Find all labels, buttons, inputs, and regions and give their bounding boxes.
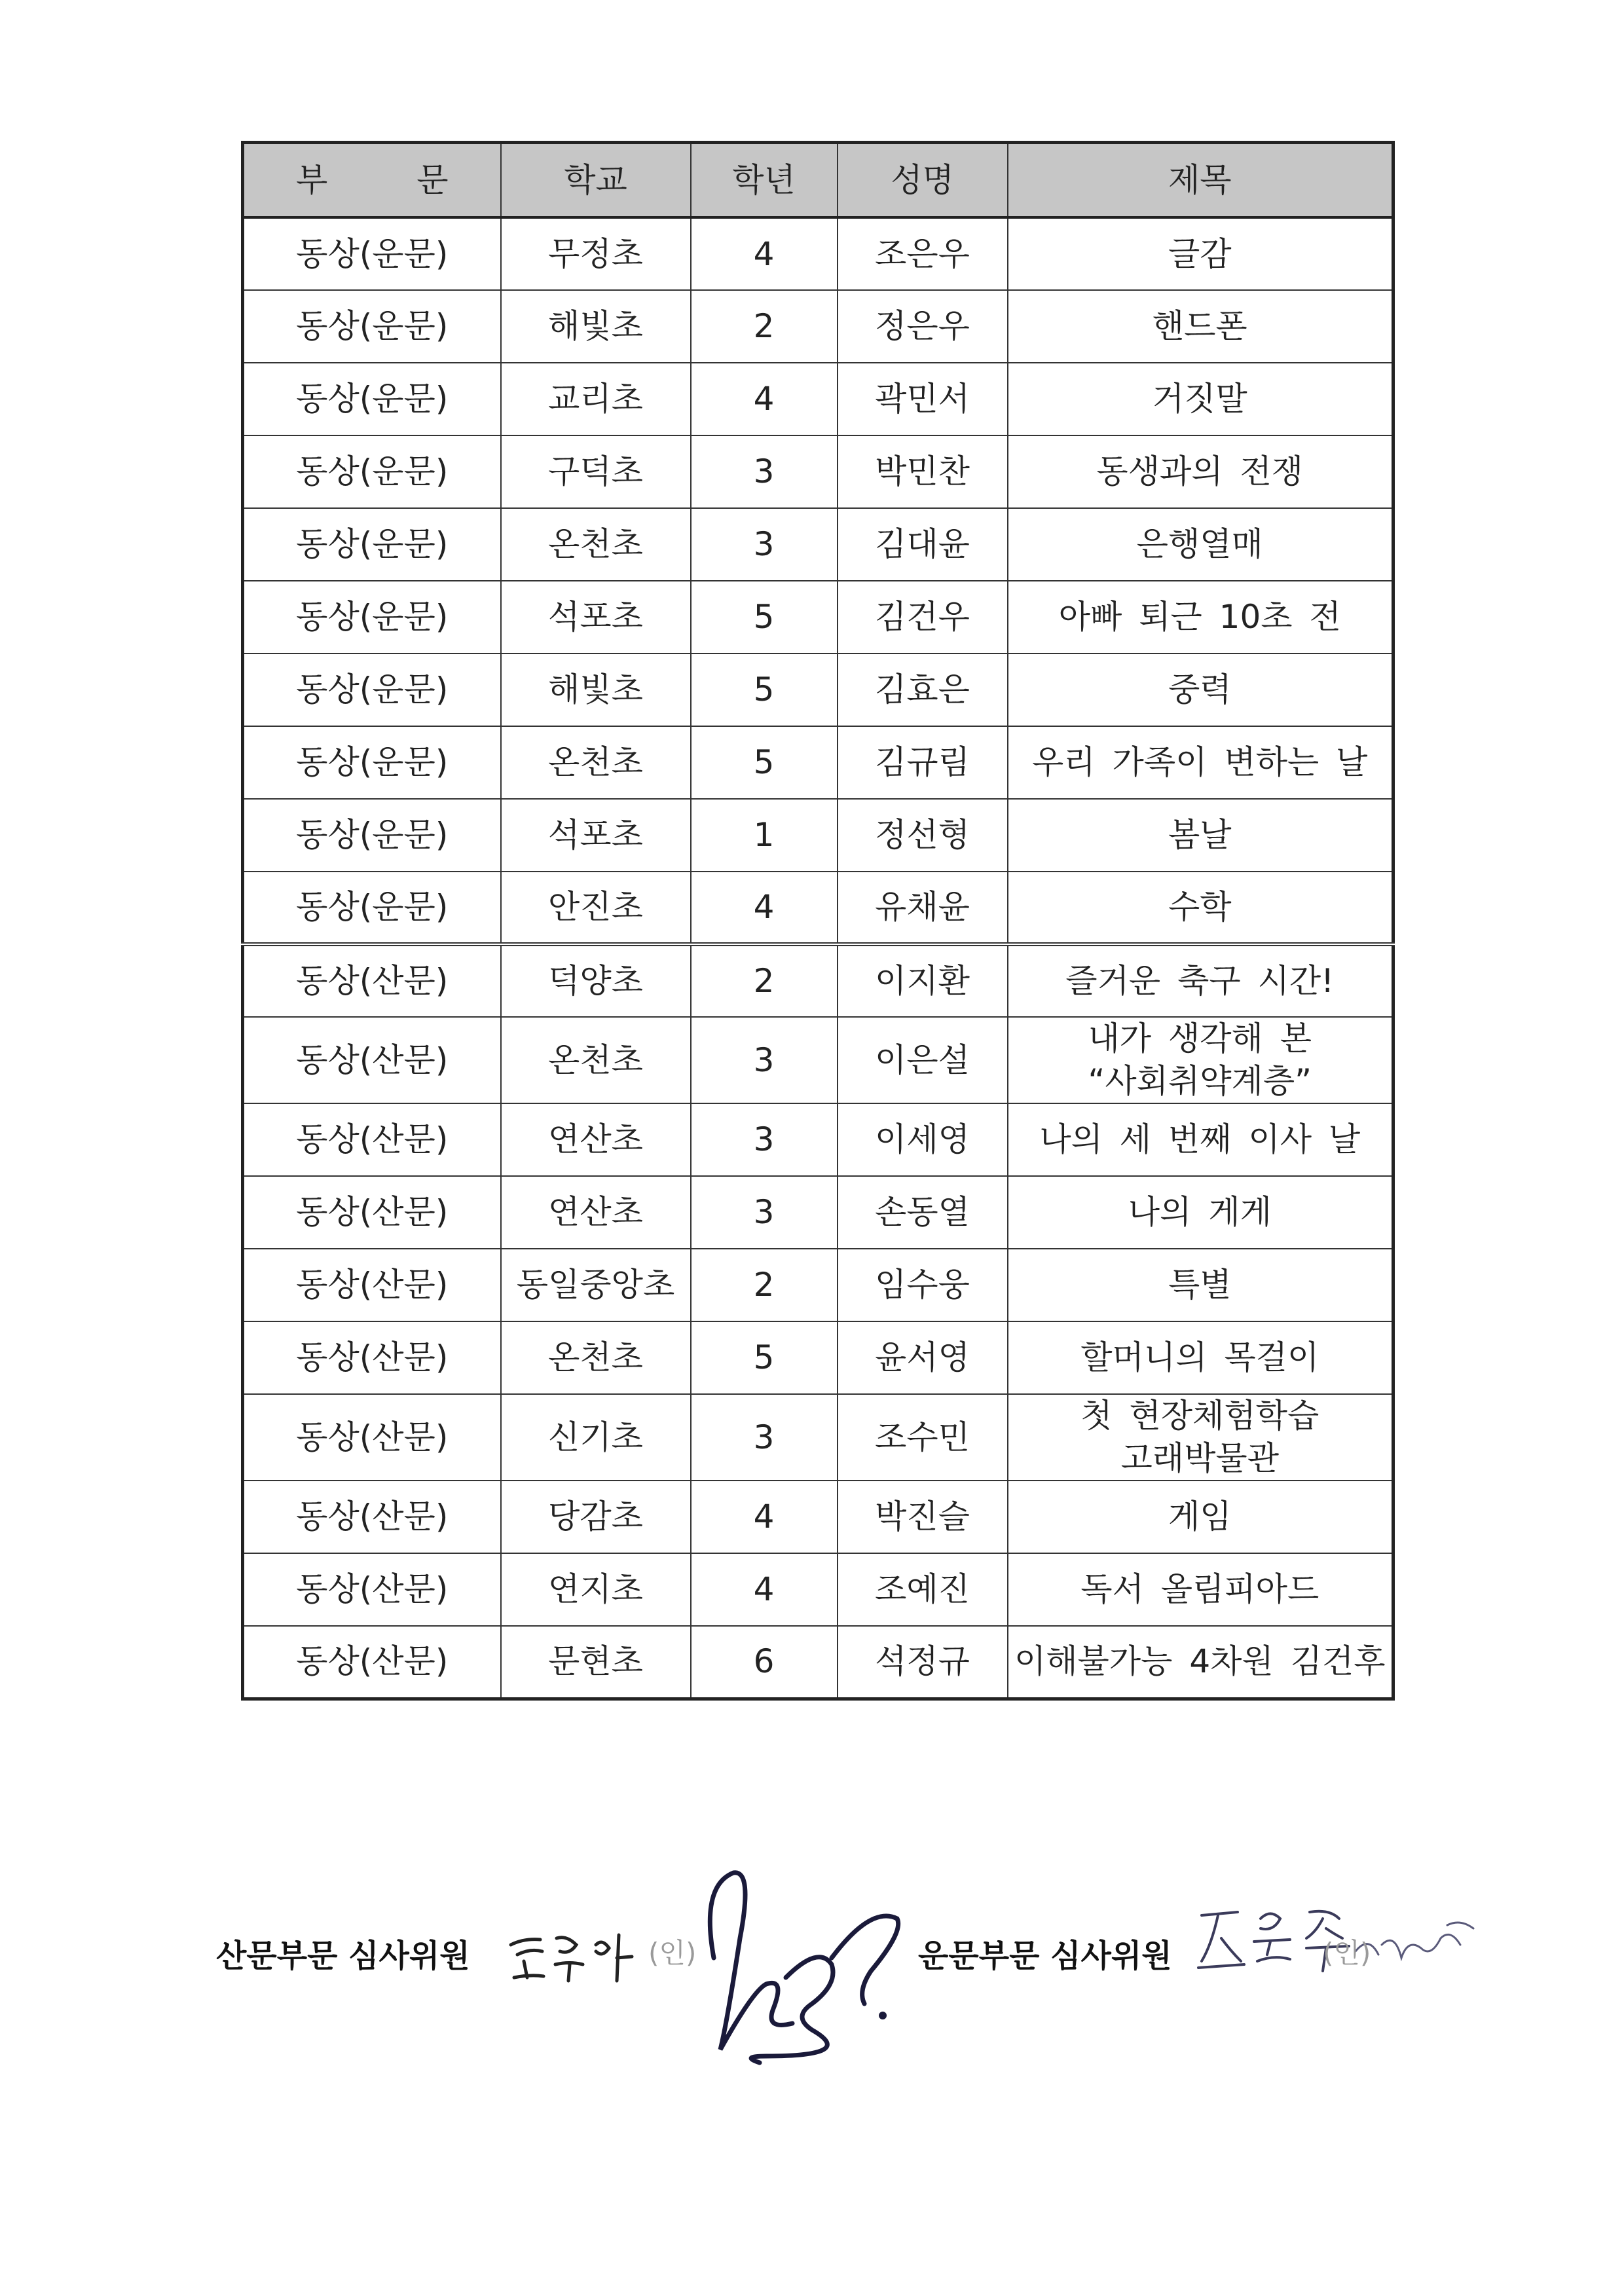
table-row xyxy=(243,1103,1393,1176)
table-row xyxy=(243,1321,1393,1394)
cell-name: 이지환 xyxy=(838,944,1008,1017)
cell-school: 문현초 xyxy=(501,1626,691,1699)
cell-title: 핸드폰 xyxy=(1008,290,1393,363)
cell-division: 동상(산문) xyxy=(243,944,501,1017)
cell-name: 이세영 xyxy=(838,1103,1008,1176)
table-row xyxy=(243,217,1393,290)
table-row xyxy=(243,1017,1393,1103)
cell-grade: 4 xyxy=(691,363,838,435)
cell-school: 연산초 xyxy=(501,1103,691,1176)
cell-school: 당감초 xyxy=(501,1481,691,1553)
cell-name: 정선형 xyxy=(838,799,1008,872)
verse-seal-mark: (인) xyxy=(1323,1937,1371,1969)
cell-school: 안진초 xyxy=(501,872,691,944)
cell-division: 동상(운문) xyxy=(243,363,501,435)
cell-division: 동상(운문) xyxy=(243,581,501,654)
table-row xyxy=(243,944,1393,1017)
cell-title: 나의 게게 xyxy=(1008,1176,1393,1249)
header-row xyxy=(243,143,1393,218)
cell-school: 구덕초 xyxy=(501,435,691,508)
table-row xyxy=(243,1394,1393,1481)
cell-grade: 2 xyxy=(691,1249,838,1321)
prose-judge-signature xyxy=(661,1860,923,2082)
cell-division: 동상(운문) xyxy=(243,654,501,726)
cell-school: 해빛초 xyxy=(501,654,691,726)
header-division: 부 문 xyxy=(243,143,501,218)
cell-grade: 4 xyxy=(691,872,838,944)
table-row xyxy=(243,799,1393,872)
cell-name: 조예진 xyxy=(838,1553,1008,1626)
cell-division: 동상(운문) xyxy=(243,290,501,363)
cell-school: 석포초 xyxy=(501,799,691,872)
cell-school: 덕양초 xyxy=(501,944,691,1017)
header-grade: 학년 xyxy=(691,143,838,218)
cell-grade: 3 xyxy=(691,1394,838,1481)
cell-title: 즐거운 축구 시간! xyxy=(1008,944,1393,1017)
cell-title: 할머니의 목걸이 xyxy=(1008,1321,1393,1394)
cell-grade: 3 xyxy=(691,508,838,581)
cell-division: 동상(산문) xyxy=(243,1481,501,1553)
cell-division: 동상(산문) xyxy=(243,1626,501,1699)
cell-school: 온천초 xyxy=(501,726,691,799)
cell-name: 정은우 xyxy=(838,290,1008,363)
cell-grade: 4 xyxy=(691,217,838,290)
cell-title: 수학 xyxy=(1008,872,1393,944)
table-row xyxy=(243,872,1393,944)
cell-grade: 5 xyxy=(691,1321,838,1394)
cell-name: 손동열 xyxy=(838,1176,1008,1249)
cell-division: 동상(운문) xyxy=(243,799,501,872)
cell-title: 거짓말 xyxy=(1008,363,1393,435)
prose-judge-handwritten-name xyxy=(504,1899,642,1984)
cell-grade: 3 xyxy=(691,1017,838,1103)
table-row xyxy=(243,726,1393,799)
table-row xyxy=(243,1553,1393,1626)
table-row xyxy=(243,290,1393,363)
table-row xyxy=(243,1249,1393,1321)
cell-division: 동상(산문) xyxy=(243,1176,501,1249)
cell-school: 온천초 xyxy=(501,508,691,581)
cell-title: 독서 올림피아드 xyxy=(1008,1553,1393,1626)
cell-name: 김규림 xyxy=(838,726,1008,799)
cell-division: 동상(산문) xyxy=(243,1103,501,1176)
cell-title: 은행열매 xyxy=(1008,508,1393,581)
cell-grade: 3 xyxy=(691,1103,838,1176)
cell-title: 게임 xyxy=(1008,1481,1393,1553)
header-name: 성명 xyxy=(838,143,1008,218)
cell-title: 나의 세 번째 이사 날 xyxy=(1008,1103,1393,1176)
prose-judge-label: 산문부문 심사위원 xyxy=(216,1938,470,1974)
cell-title: 중력 xyxy=(1008,654,1393,726)
cell-division: 동상(산문) xyxy=(243,1017,501,1103)
cell-name: 석정규 xyxy=(838,1626,1008,1699)
table-row xyxy=(243,435,1393,508)
cell-grade: 5 xyxy=(691,654,838,726)
cell-name: 김건우 xyxy=(838,581,1008,654)
cell-grade: 3 xyxy=(691,1176,838,1249)
cell-grade: 2 xyxy=(691,944,838,1017)
cell-school: 연지초 xyxy=(501,1553,691,1626)
cell-name: 박민찬 xyxy=(838,435,1008,508)
table-header xyxy=(243,143,1393,218)
cell-school: 무정초 xyxy=(501,217,691,290)
cell-grade: 3 xyxy=(691,435,838,508)
cell-title: 이해불가능 4차원 김건후 xyxy=(1008,1626,1393,1699)
table-body xyxy=(243,217,1393,1699)
cell-school: 해빛초 xyxy=(501,290,691,363)
table-row xyxy=(243,363,1393,435)
cell-name: 박진슬 xyxy=(838,1481,1008,1553)
table-row xyxy=(243,1176,1393,1249)
table-row xyxy=(243,1481,1393,1553)
cell-division: 동상(운문) xyxy=(243,217,501,290)
cell-grade: 5 xyxy=(691,581,838,654)
cell-division: 동상(운문) xyxy=(243,872,501,944)
header-title: 제목 xyxy=(1008,143,1393,218)
cell-grade: 1 xyxy=(691,799,838,872)
cell-school: 석포초 xyxy=(501,581,691,654)
verse-judge-label: 운문부문 심사위원 xyxy=(918,1938,1172,1974)
cell-name: 조은우 xyxy=(838,217,1008,290)
cell-division: 동상(산문) xyxy=(243,1249,501,1321)
table-row xyxy=(243,1626,1393,1699)
cell-school: 연산초 xyxy=(501,1176,691,1249)
cell-name: 곽민서 xyxy=(838,363,1008,435)
cell-school: 온천초 xyxy=(501,1321,691,1394)
cell-school: 신기초 xyxy=(501,1394,691,1481)
cell-title: 봄날 xyxy=(1008,799,1393,872)
results-table xyxy=(241,141,1395,1701)
cell-grade: 6 xyxy=(691,1626,838,1699)
cell-school: 교리초 xyxy=(501,363,691,435)
cell-title: 내가 생각해 본 “사회취약계층” xyxy=(1008,1017,1393,1103)
cell-division: 동상(운문) xyxy=(243,435,501,508)
cell-name: 유채윤 xyxy=(838,872,1008,944)
cell-name: 조수민 xyxy=(838,1394,1008,1481)
table-row xyxy=(243,654,1393,726)
cell-name: 김효은 xyxy=(838,654,1008,726)
table-row xyxy=(243,508,1393,581)
cell-name: 윤서영 xyxy=(838,1321,1008,1394)
cell-title: 우리 가족이 변하는 날 xyxy=(1008,726,1393,799)
cell-school: 온천초 xyxy=(501,1017,691,1103)
table-row xyxy=(243,581,1393,654)
cell-title: 아빠 퇴근 10초 전 xyxy=(1008,581,1393,654)
cell-name: 이은설 xyxy=(838,1017,1008,1103)
cell-division: 동상(산문) xyxy=(243,1394,501,1481)
cell-title: 첫 현장체험학습 고래박물관 xyxy=(1008,1394,1393,1481)
cell-grade: 5 xyxy=(691,726,838,799)
cell-title: 특별 xyxy=(1008,1249,1393,1321)
signature-area xyxy=(0,1860,1624,2135)
cell-name: 김대윤 xyxy=(838,508,1008,581)
prose-seal-mark: (인) xyxy=(648,1937,697,1969)
header-school: 학교 xyxy=(501,143,691,218)
cell-title: 글감 xyxy=(1008,217,1393,290)
cell-name: 임수웅 xyxy=(838,1249,1008,1321)
cell-grade: 2 xyxy=(691,290,838,363)
cell-grade: 4 xyxy=(691,1481,838,1553)
cell-school: 동일중앙초 xyxy=(501,1249,691,1321)
cell-division: 동상(운문) xyxy=(243,508,501,581)
cell-division: 동상(산문) xyxy=(243,1553,501,1626)
cell-grade: 4 xyxy=(691,1553,838,1626)
cell-title: 동생과의 전쟁 xyxy=(1008,435,1393,508)
cell-division: 동상(운문) xyxy=(243,726,501,799)
cell-division: 동상(산문) xyxy=(243,1321,501,1394)
